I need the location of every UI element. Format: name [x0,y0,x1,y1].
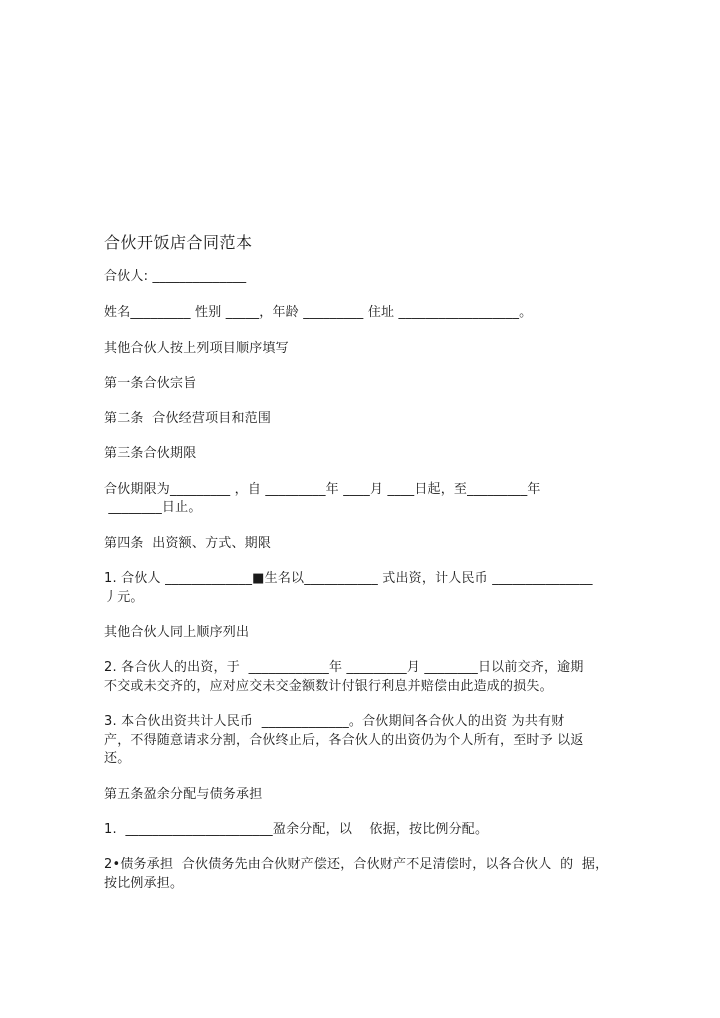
profit-distribution-line: 1. ______________________盈余分配，以 依据，按比例分配。 [104,822,489,837]
article-2-heading: 第二条 合伙经营项目和范围 [104,411,272,426]
partner-line: 合伙人: ______________ [104,269,247,284]
other-partners-same: 其他合伙人同上顺序列出 [104,625,250,640]
contribution-line-2: 丿元。 [104,590,144,605]
term-line-2: ________日止。 [104,500,202,515]
clause-3-line-2: 产，不得随意请求分割，合伙终止后，各合伙人的出资仍为个人所有，至时予 以返 [104,733,584,748]
article-3-heading: 第三条合伙期限 [104,446,197,461]
article-4-heading: 第四条 出资额、方式、期限 [104,536,272,551]
clause-2-line-1: 2. 各合伙人的出资，于 ____________年 _________月 ________日以前交齐，逾期 [104,660,584,675]
debt-line-2: 按比例承担。 [104,876,184,891]
term-line-1: 合伙期限为_________ ，自 _________年 ____月 ____日起，至_________年 [104,482,541,497]
clause-3-line-1: 3. 本合伙出资共计人民币 _____________。合伙期间各合伙人的出资 为共有财 [104,714,565,729]
clause-3-line-3: 还。 [104,751,131,766]
document-title: 合伙开饭店合同范本 [104,233,253,252]
partner-info-line: 姓名_________ 性别 _____，年龄 _________ 住址 __________________。 [104,305,533,320]
contribution-line-1: 1. 合伙人 _____________■生名以___________ 式出资，计人民币 _______________ [104,571,593,586]
clause-2-line-2: 不交或未交齐的，应对应交未交金额数计付银行利息并赔偿由此造成的损失。 [104,679,553,694]
debt-line-1: 2•债务承担 合伙债务先由合伙财产偿还，合伙财产不足清偿时，以各合伙人 的 据， [104,857,609,872]
other-partners-note: 其他合伙人按上列项目顺序填写 [104,341,289,356]
article-1-heading: 第一条合伙宗旨 [104,376,197,391]
article-5-heading: 第五条盈余分配与债务承担 [104,787,263,802]
